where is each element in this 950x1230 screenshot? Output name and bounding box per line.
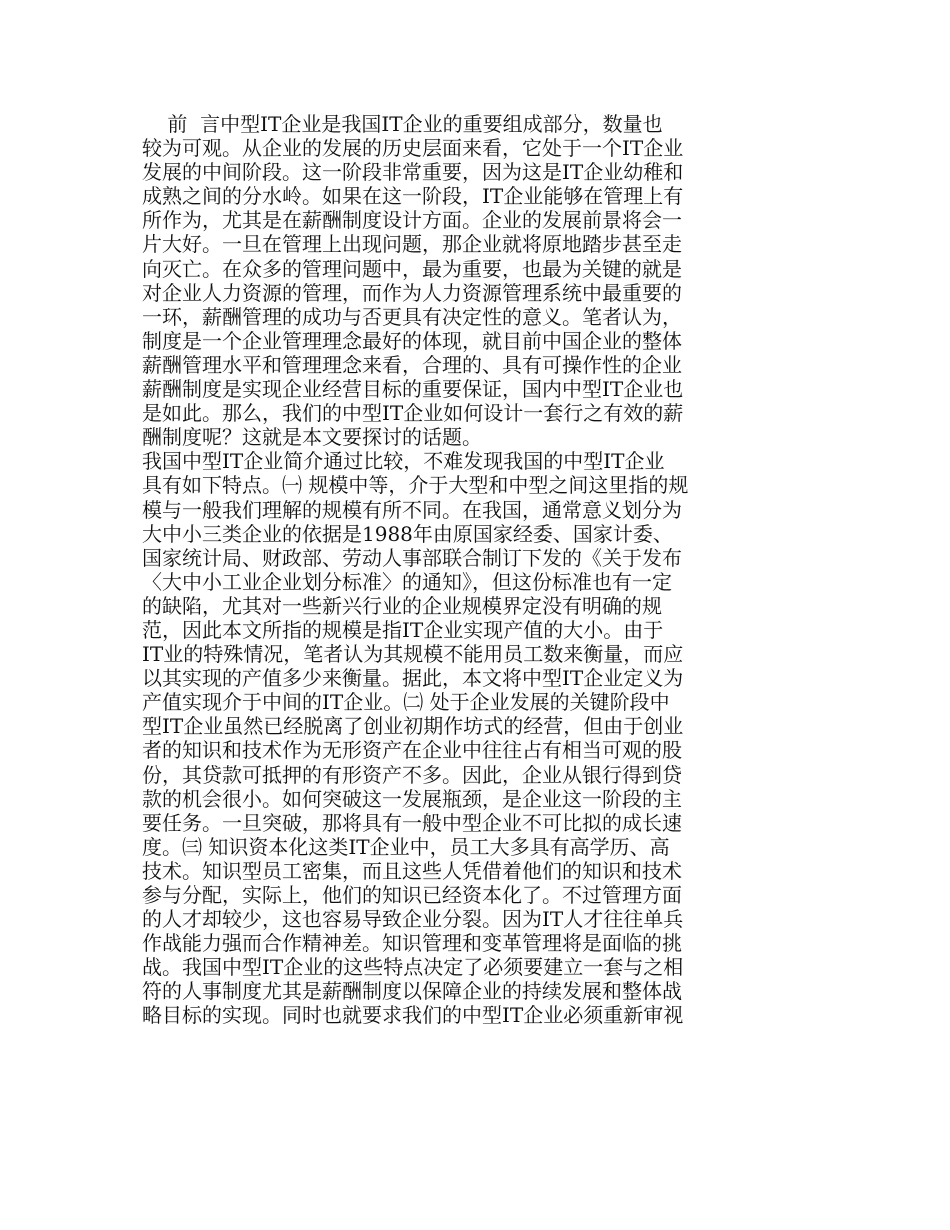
text-line: 一环，薪酬管理的成功与否更具有决定性的意义。笔者认为， bbox=[142, 304, 682, 329]
text-line: 型IT企业虽然已经脱离了创业初期作坊式的经营，但由于创业 bbox=[142, 714, 684, 739]
text-line: 我国中型IT企业简介通过比较，不难发现我国的中型IT企业 bbox=[142, 449, 665, 474]
text-line: 范，因此本文所指的规模是指IT企业实现产值的大小。由于 bbox=[142, 617, 664, 642]
text-line: 产值实现介于中间的IT企业。㈡ 处于企业发展的关键阶段中 bbox=[142, 690, 670, 715]
text-line: 的缺陷，尤其对一些新兴行业的企业规模界定没有明确的规 bbox=[142, 593, 662, 618]
text-line: 前 言中型IT企业是我国IT企业的重要组成部分，数量也 bbox=[142, 112, 663, 136]
text-line: 款的机会很小。如何突破这一发展瓶颈，是企业这一阶段的主 bbox=[142, 786, 682, 811]
text-line: 成熟之间的分水岭。如果在这一阶段，IT企业能够在管理上有 bbox=[142, 184, 684, 209]
text-line: 战。我国中型IT企业的这些特点决定了必须要建立一套与之相 bbox=[142, 955, 684, 980]
text-line: 制度是一个企业管理理念最好的体现，就目前中国企业的整体 bbox=[142, 328, 682, 353]
text-line: 略目标的实现。同时也就要求我们的中型IT企业必须重新审视 bbox=[142, 1003, 684, 1028]
text-line: 参与分配，实际上，他们的知识已经资本化了。不过管理方面 bbox=[142, 883, 682, 907]
text-line: 向灭亡。在众多的管理问题中，最为重要，也最为关键的就是 bbox=[142, 256, 682, 281]
text-line: 是如此。那么，我们的中型IT企业如何设计一套行之有效的薪 bbox=[142, 401, 684, 426]
text-line: 者的知识和技术作为无形资产在企业中往往占有相当可观的股 bbox=[142, 738, 682, 763]
text-line: 的人才却较少，这也容易导致企业分裂。因为IT人才往往单兵 bbox=[142, 907, 684, 932]
article-body bbox=[142, 112, 742, 1028]
text-line: 符的人事制度尤其是薪酬制度以保障企业的持续发展和整体战 bbox=[142, 979, 682, 1004]
text-line: 薪酬管理水平和管理理念来看，合理的、具有可操作性的企业 bbox=[142, 352, 682, 377]
text-line: 片大好。一旦在管理上出现问题，那企业就将原地踏步甚至走 bbox=[142, 232, 682, 257]
text-line: 国家统计局、财政部、劳动人事部联合制订下发的《关于发布 bbox=[142, 545, 682, 570]
text-line: IT业的特殊情况，笔者认为其规模不能用员工数来衡量，而应 bbox=[142, 642, 684, 667]
text-line: 酬制度呢？这就是本文要探讨的话题。 bbox=[142, 425, 482, 450]
text-line: 份，其贷款可抵押的有形资产不多。因此，企业从银行得到贷 bbox=[142, 762, 682, 787]
text-line: 对企业人力资源的管理，而作为人力资源管理系统中最重要的 bbox=[142, 280, 682, 305]
text-line: 所作为，尤其是在薪酬制度设计方面。企业的发展前景将会一 bbox=[142, 208, 682, 233]
text-line: 度。㈢ 知识资本化这类IT企业中，员工大多具有高学历、高 bbox=[142, 834, 670, 859]
text-line: 大中小三类企业的依据是1988年由原国家经委、国家计委、 bbox=[142, 521, 673, 546]
text-line: 以其实现的产值多少来衡量。据此，本文将中型IT企业定义为 bbox=[142, 666, 684, 691]
text-line: 具有如下特点。㈠ 规模中等，介于大型和中型之间这里指的规 bbox=[142, 473, 689, 498]
text-line: 发展的中间阶段。这一阶段非常重要，因为这是IT企业幼稚和 bbox=[142, 160, 684, 185]
text-line: 薪酬制度是实现企业经营目标的重要保证，国内中型IT企业也 bbox=[142, 377, 684, 402]
text-line: 模与一般我们理解的规模有所不同。在我国，通常意义划分为 bbox=[142, 497, 682, 522]
text-line: 作战能力强而合作精神差。知识管理和变革管理将是面临的挑 bbox=[142, 931, 682, 956]
text-line: 要任务。一旦突破，那将具有一般中型企业不可比拟的成长速 bbox=[142, 810, 682, 835]
text-line: 〈大中小工业企业划分标准〉的通知》，但这份标准也有一定 bbox=[142, 569, 672, 594]
text-line: 较为可观。从企业的发展的历史层面来看，它处于一个IT企业 bbox=[142, 136, 684, 161]
text-line: 技术。知识型员工密集，而且这些人凭借着他们的知识和技术 bbox=[142, 858, 682, 883]
